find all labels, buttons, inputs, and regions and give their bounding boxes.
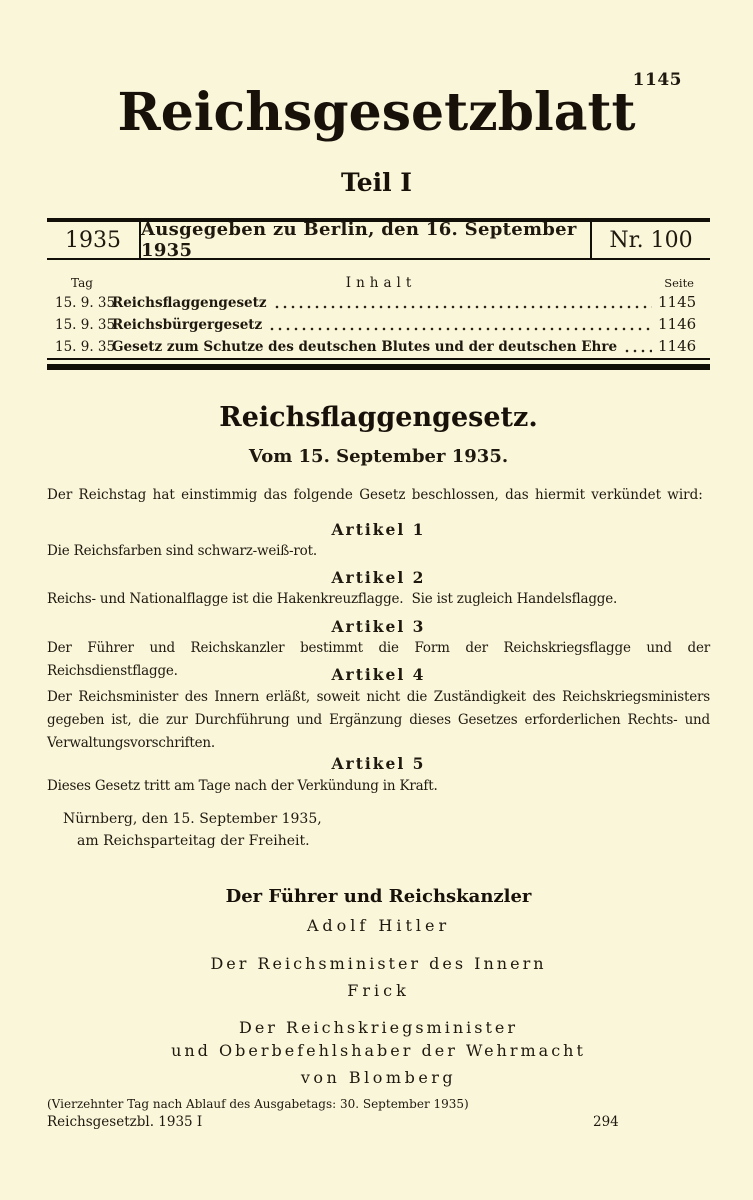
toc-entry-date: 15. 9. 35 [55, 317, 116, 333]
divider-thin-line [47, 358, 710, 360]
toc-entry-page: 1146 [658, 315, 697, 333]
law-title: Reichsflaggengesetz. [219, 402, 538, 433]
article-5-heading: Artikel 5 [331, 754, 426, 773]
signature-role: Der Reichskriegsminister [239, 1018, 518, 1037]
signature-name: Frick [347, 981, 410, 1000]
toc-entry-title: Reichsflaggengesetz [112, 295, 267, 311]
page-number: 1145 [632, 70, 682, 90]
toc-header-row [47, 275, 710, 291]
toc-date-header: Tag [71, 276, 93, 290]
toc-rows [47, 293, 710, 359]
law-date-line: Vom 15. September 1935. [248, 446, 509, 467]
article-1-text: Die Reichsfarben sind schwarz-weiß-rot. [47, 543, 317, 559]
divider-thick-line [47, 364, 710, 370]
issue-year: 1935 [47, 222, 141, 258]
place-date-line: Nürnberg, den 15. September 1935, [63, 811, 322, 827]
signature-innenminister [47, 952, 710, 1002]
article-3-heading: Artikel 3 [331, 617, 426, 636]
section-divider-rule [47, 358, 710, 370]
toc-content-header: Inhalt [345, 275, 417, 291]
toc-page-header: Seite [664, 276, 694, 290]
article-1-heading: Artikel 1 [331, 520, 426, 539]
toc-row [47, 315, 710, 337]
article-5-text: Dieses Gesetz tritt am Tage nach der Verkündung in Kraft. [47, 778, 438, 794]
toc-entry-title: Reichsbürgergesetz [112, 317, 263, 333]
signature-role: Der Führer und Reichskanzler [225, 886, 532, 907]
toc-row [47, 337, 710, 359]
issue-bar [47, 218, 710, 260]
occasion-line: am Reichsparteitag der Freiheit. [77, 833, 310, 849]
dot-leader [270, 327, 652, 331]
toc-entry-date: 15. 9. 35 [55, 295, 116, 311]
toc-entry-date: 15. 9. 35 [55, 339, 116, 355]
article-2-heading: Artikel 2 [331, 568, 426, 587]
signature-fuehrer [47, 886, 710, 937]
article-3-text: Der Führer und Reichskanzler bestimmt die Form der Reichskriegsflagge und der Reichsdienstflagge. [47, 640, 715, 679]
law-preamble: Der Reichstag hat einstimmig das folgende Gesetz beschlossen, das hiermit verkündet wird: [47, 487, 703, 503]
toc-row [47, 293, 710, 315]
signature-role: Der Reichsminister des Innern [210, 954, 547, 973]
effective-date-note: (Vierzehnter Tag nach Ablauf des Ausgabetags: 30. September 1935) [47, 1097, 469, 1111]
signature-kriegsminister [47, 1016, 710, 1089]
article-2-text: Reichs- und Nationalflagge ist die Hakenkreuzflagge. Sie ist zugleich Handelsflagge. [47, 591, 618, 607]
volume-label: Reichsgesetzbl. 1935 I [47, 1114, 203, 1130]
dot-leader [275, 305, 652, 309]
masthead-subtitle: Teil I [340, 168, 413, 197]
dot-leader [625, 349, 652, 353]
toc-entry-title: Gesetz zum Schutze des deutschen Blutes und der deutschen Ehre [112, 339, 618, 355]
article-4-text: Der Reichsminister des Innern erläßt, soweit nicht die Zuständigkeit des Reichskriegsministers gegeben ist, die zur Durchführung und Ergänzung dieses Gesetzes erforderlichen Rechts- und Verwaltungsvorschriften. [47, 689, 715, 751]
toc-entry-page: 1145 [658, 293, 697, 311]
masthead-title: Reichsgesetzblatt [117, 82, 636, 143]
issue-number: Nr. 100 [590, 222, 710, 258]
issue-place-date: Ausgegeben zu Berlin, den 16. September 1935 [141, 219, 577, 261]
article-4-heading: Artikel 4 [331, 665, 426, 684]
signature-role-line2: und Oberbefehlshaber der Wehrmacht [171, 1041, 586, 1060]
signature-name: von Blomberg [300, 1068, 457, 1087]
signature-name: Adolf Hitler [306, 916, 451, 935]
sheet-number: 294 [593, 1114, 619, 1130]
toc-entry-page: 1146 [658, 337, 697, 355]
